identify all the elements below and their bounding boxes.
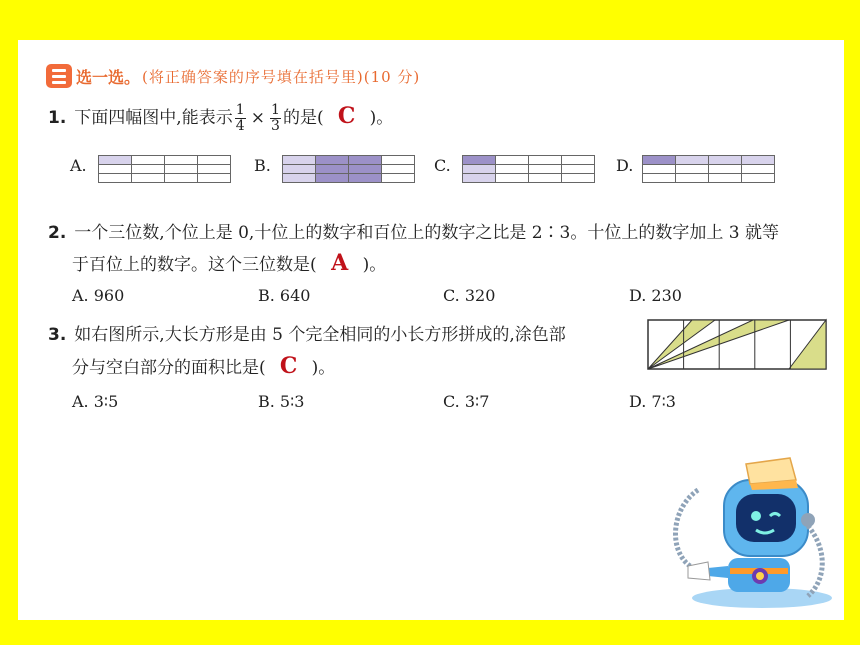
section-instruction: (将正确答案的序号填在括号里)(10 分): [142, 67, 421, 86]
question-2-line-1: 2. 一个三位数,个位上是 0,十位上的数字和百位上的数字之比是 2∶3。十位上的数字加上 3 就等: [48, 223, 779, 243]
q2-option-a: A. 960: [72, 286, 125, 305]
q1-option-c-label: C.: [434, 156, 451, 175]
q1-option-d-label: D.: [616, 156, 634, 175]
answer-1: C: [337, 103, 356, 129]
q1-figure-d: [642, 155, 775, 183]
q1-figure-c: [462, 155, 595, 183]
question-3-line-1: 3. 如右图所示,大长方形是由 5 个完全相同的小长方形拼成的,涂色部: [48, 325, 566, 345]
q3-rectangle-figure: [646, 318, 830, 372]
q1-option-a-label: A.: [70, 156, 87, 175]
answer-3: C: [279, 353, 298, 379]
question-1: 1. 下面四幅图中,能表示 $\frac{1}{4}$ × $\frac{1}{3}$ 的是( C )。: [48, 102, 394, 134]
q3-option-a: A. 3∶5: [72, 392, 119, 411]
q1-figure-b: [282, 155, 415, 183]
worksheet: [18, 40, 844, 620]
q1-figure-a: [98, 155, 231, 183]
robot-mascot-icon: [658, 450, 838, 610]
section-three-icon: [46, 64, 72, 88]
answer-2: A: [331, 250, 349, 276]
q3-option-c: C. 3∶7: [443, 392, 490, 411]
q2-option-d: D. 230: [629, 286, 682, 305]
q3-option-d: D. 7∶3: [629, 392, 676, 411]
q2-option-b: B. 640: [258, 286, 311, 305]
q2-option-c: C. 320: [443, 286, 496, 305]
q3-option-b: B. 5∶3: [258, 392, 305, 411]
question-3-line-2: 分与空白部分的面积比是( C )。: [72, 353, 336, 379]
section-title: 选一选。: [76, 67, 141, 87]
fraction-one-quarter: $\frac{1}{4}$: [235, 102, 245, 134]
fraction-one-third: $\frac{1}{3}$: [270, 102, 280, 134]
q1-option-b-label: B.: [254, 156, 271, 175]
question-2-line-2: 于百位上的数字。这个三位数是( A )。: [72, 250, 387, 276]
section-header: [46, 62, 420, 90]
